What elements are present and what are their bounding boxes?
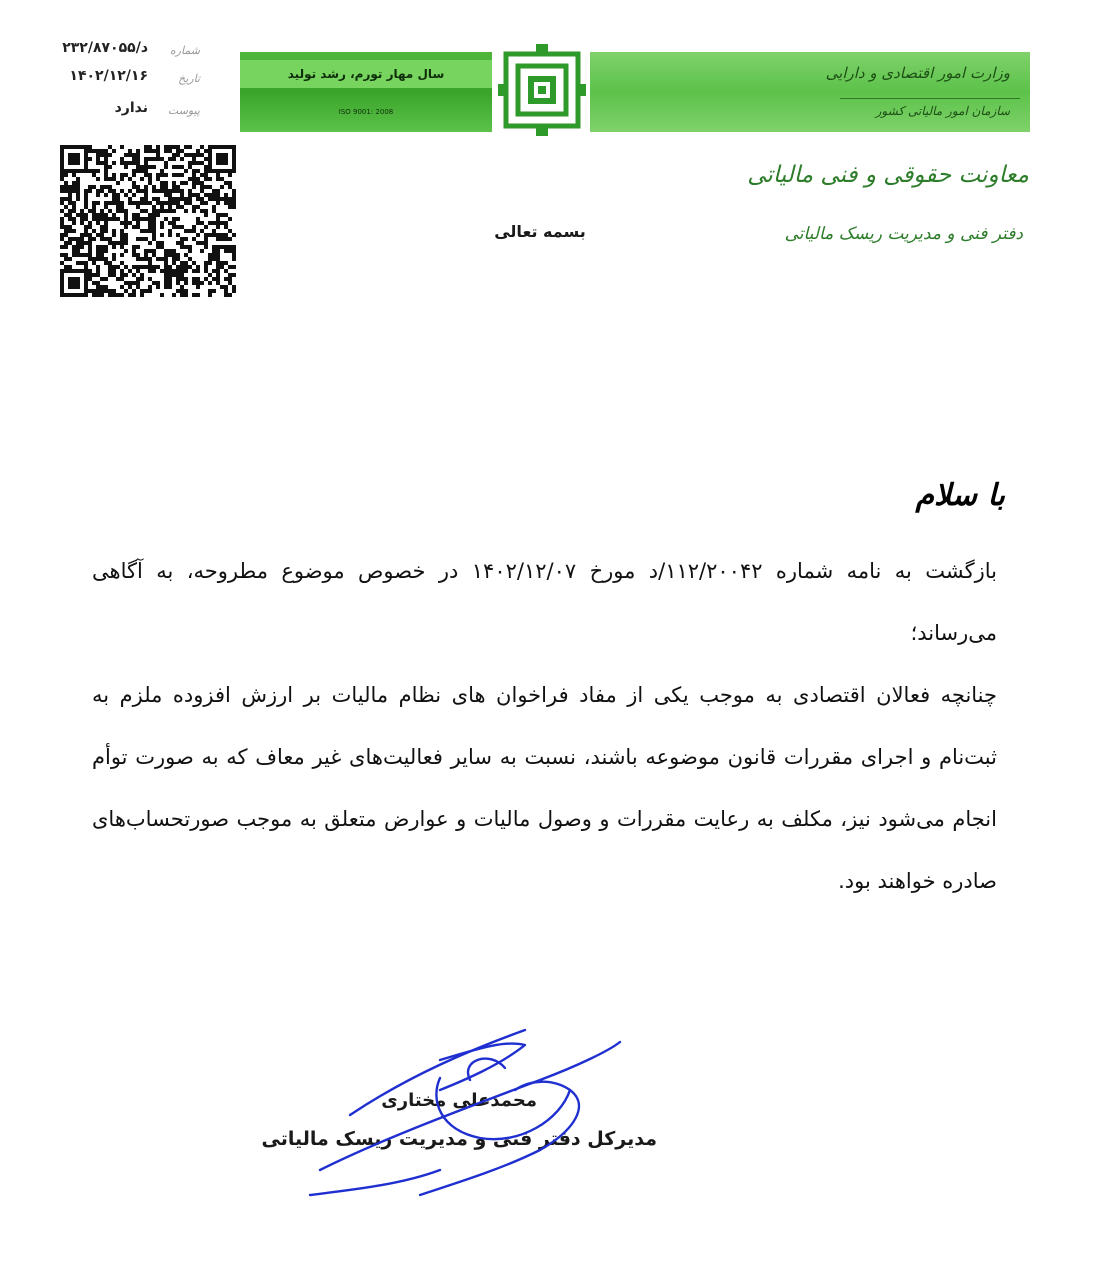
greeting: با سلام [915, 478, 1005, 513]
deputy-title: معاونت حقوقی و فنی مالیاتی [747, 162, 1029, 188]
date-value: ۱۴۰۲/۱۲/۱۶ [69, 68, 148, 84]
number-label: شماره [169, 44, 200, 57]
ministry-name: وزارت امور اقتصادی و دارایی [825, 64, 1010, 82]
qr-code-icon [60, 145, 236, 297]
year-slogan: سال مهار تورم، رشد تولید [240, 60, 492, 88]
number-value: ۲۳۲/۸۷۰۵۵/د [62, 40, 148, 56]
attachment-label: پیوست [167, 104, 200, 117]
date-row [20, 66, 200, 94]
handwritten-signature-icon [290, 1020, 630, 1205]
slogan-band [240, 52, 492, 132]
signer-title: مدیرکل دفتر فنی و مدیریت ریسک مالیاتی [261, 1128, 657, 1150]
signer-name: محمدعلی مختاری [381, 1090, 537, 1111]
organization-name: سازمان امور مالیاتی کشور [875, 104, 1010, 118]
body-paragraph-2: چنانچه فعالان اقتصادی به موجب یکی از مفاد فراخوان های نظام مالیات بر ارزش افزوده ملزم به ثبت‌نام و اجرای مقررات قانون موضوعه باشند، نسبت به سایر فعالیت‌های غیر معاف که به صورت توأم انجام می‌شود نیز، مکلف به رعایت مقررات و وصول مالیات و عوارض متعلق به موجب صورتحساب‌های صادره خواهند بود. [92, 683, 997, 893]
body-paragraph-1: بازگشت به نامه شماره ۱۱۲/۲۰۰۴۲/د مورخ ۱۴۰۲/۱۲/۰۷ در خصوص موضوع مطروحه، به آگاهی می‌رساند؛ [92, 559, 997, 645]
attachment-row [20, 98, 200, 126]
invocation: بسمه تعالی [494, 222, 586, 241]
office-title: دفتر فنی و مدیریت ریسک مالیاتی [784, 224, 1023, 244]
iso-code: ISO 9001: 2008 [338, 108, 394, 116]
tax-organization-emblem-icon [498, 44, 586, 136]
date-label: تاریخ [178, 72, 200, 85]
attachment-value: ندارد [114, 100, 148, 116]
letterhead-band [590, 52, 1030, 132]
letterhead-divider [840, 98, 1020, 99]
number-row [20, 38, 200, 66]
